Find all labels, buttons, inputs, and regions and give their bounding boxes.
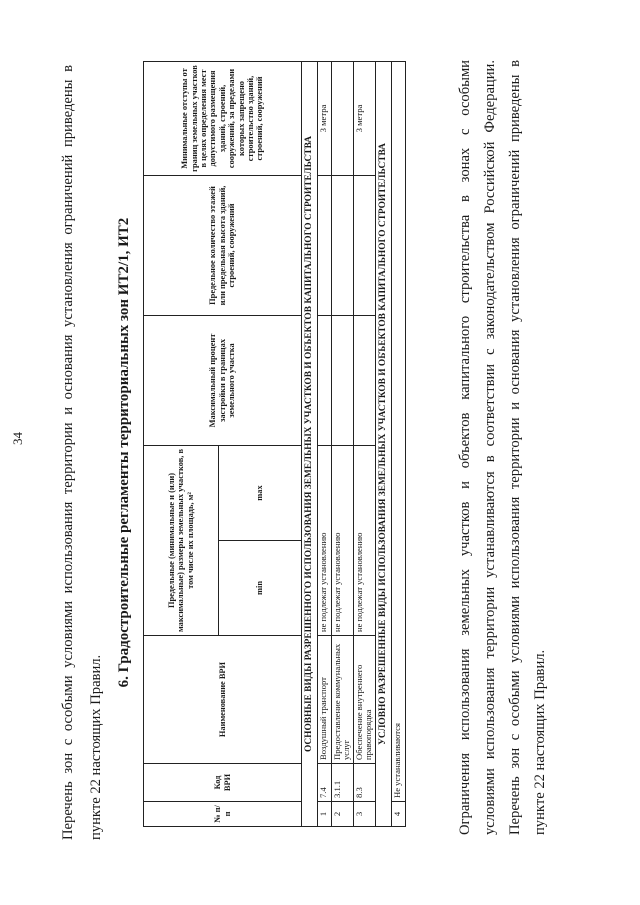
row-code: 3.1.1 [331,764,353,802]
row-floors [317,176,331,316]
section-row [376,62,392,827]
table-row [317,62,331,827]
row-size: не подлежат установлению [353,446,375,636]
row-num: 2 [331,802,353,827]
row-setback: 3 метра [317,62,331,176]
section-heading: 6. Градостроительные регламенты территориальных зон ИТ2/1, ИТ2 [116,217,132,688]
header-name: Наименование ВРИ [144,636,302,764]
section-title-main: ОСНОВНЫЕ ВИДЫ РАЗРЕШЕННОГО ИСПОЛЬЗОВАНИЯ ЗЕМЕЛЬНЫХ УЧАСТКОВ И ОБЪЕКТОВ КАПИТАЛЬНОГО СТРОИТЕЛЬСТВА [302,62,318,827]
row-percent [317,316,331,446]
row-num: 3 [353,802,375,827]
table-header-row [144,62,219,827]
row-percent [331,316,353,446]
row-setback [331,62,353,176]
section-title-conditional: УСЛОВНО РАЗРЕШЕННЫЕ ВИДЫ ИСПОЛЬЗОВАНИЯ ЗЕМЕЛЬНЫХ УЧАСТКОВ И ОБЪЕКТОВ КАПИТАЛЬНОГО СТРОИТЕЛЬСТВА [376,62,392,827]
header-code: Код ВРИ [144,764,302,802]
row-text: Не устанавливаются [391,62,405,802]
table-row [391,62,405,827]
page-number: 34 [10,432,25,445]
header-percent: Максимальный процент застройки в границах земельного участка [144,316,302,446]
header-size-max: max [219,446,302,541]
closing-paragraph-line-3: Перечень зон с особыми условиями использования территории и основания установления ограничений приведены в [507,60,523,835]
header-num: № п/п [144,802,302,827]
closing-paragraph-line-1: Ограничения использования земельных участков и объектов капитального строительства в зонах с особыми [457,60,473,835]
row-size: не подлежат установлению [331,446,353,636]
row-name: Предоставление коммунальных услуг [331,636,353,764]
header-setbacks: Минимальные отступы от границ земельных участков в целях определения мест допустимого размещения зданий, строений, сооружений, за пределами которых запрещено строительство зданий, строений, сооружений [144,62,302,176]
table-row [331,62,353,827]
intro-paragraph-line-2: пункте 22 настоящих Правил. [88,654,104,840]
row-code: 7.4 [317,764,331,802]
intro-paragraph-line-1: Перечень зон с особыми условиями использования территории и основания установления ограничений приведены в [60,65,76,840]
row-percent [353,316,375,446]
row-size: не подлежат установлению [317,446,331,636]
header-size: Предельные (минимальные и (или) максимальные) размеры земельных участков, в том числе их площадь, м² [144,446,219,636]
row-floors [353,176,375,316]
header-floors: Предельное количество этажей или предельная высота зданий, строений, сооружений [144,176,302,316]
row-code: 8.3 [353,764,375,802]
row-name: Воздушный транспорт [317,636,331,764]
regulations-table [143,61,406,827]
closing-paragraph-line-2: условиями использования территории устанавливаются в соответствии с законодательством Российской Федерации. [482,60,498,835]
row-num: 1 [317,802,331,827]
section-row [302,62,318,827]
header-size-min: min [219,541,302,636]
row-floors [331,176,353,316]
row-name: Обеспечение внутреннего правопорядка [353,636,375,764]
closing-paragraph-line-4: пункте 22 настоящих Правил. [532,649,548,835]
table-row [353,62,375,827]
row-num: 4 [391,802,405,827]
row-setback: 3 метра [353,62,375,176]
